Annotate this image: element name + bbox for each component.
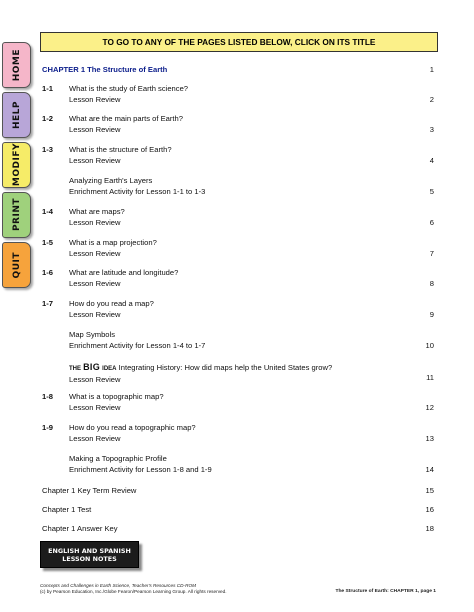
- entry-title: Map Symbols: [69, 330, 116, 339]
- page-number: 8: [429, 278, 434, 288]
- entry-title: What is a map projection?: [69, 238, 157, 247]
- footer-source: Concepts and Challenges in Earth Science, Teacher's Resources CD-ROM: [40, 583, 197, 588]
- page-number: 15: [425, 486, 434, 495]
- entry-subtitle: Lesson Review: [69, 217, 121, 227]
- lesson-number: 1-2: [42, 114, 53, 123]
- tab-help[interactable]: [2, 92, 31, 138]
- footer-rights: (c) by Pearson Education, Inc./Globe Fearon/Pearson Learning Group. All rights reserved.: [40, 589, 227, 595]
- entry-title: Making a Topographic Profile: [69, 454, 167, 463]
- entry-title: Integrating History: How did maps help the United States grow?: [118, 363, 333, 372]
- page-number: 12: [425, 402, 434, 412]
- lesson-number: 1-8: [42, 392, 53, 401]
- entry-title: Analyzing Earth's Layers: [69, 176, 153, 185]
- entry-title: What are the main parts of Earth?: [69, 114, 183, 123]
- tab-help-label: HELP: [11, 100, 22, 129]
- page-number: 2: [429, 94, 434, 104]
- entry-subtitle: Lesson Review: [69, 94, 121, 104]
- entry-subtitle: Enrichment Activity for Lesson 1-1 to 1-3: [69, 186, 206, 196]
- tab-modify[interactable]: [2, 142, 31, 188]
- lesson-number: 1-3: [42, 145, 53, 154]
- instruction-banner: TO GO TO ANY OF THE PAGES LISTED BELOW, CLICK ON ITS TITLE: [40, 32, 438, 52]
- page-number: 5: [429, 186, 434, 196]
- footer-page-label: The Structure of Earth: CHAPTER 1, page 1: [335, 589, 436, 594]
- entry-title: What are latitude and longitude?: [69, 268, 179, 277]
- lesson-number: 1-5: [42, 238, 53, 247]
- lesson-number: 1-7: [42, 299, 53, 308]
- tab-modify-label: MODIFY: [11, 143, 22, 187]
- page-number: 14: [425, 464, 434, 474]
- lesson-number: 1-1: [42, 84, 53, 93]
- tab-quit-label: QUIT: [11, 251, 22, 279]
- entry-subtitle: Enrichment Activity for Lesson 1-4 to 1-7: [69, 340, 206, 350]
- lesson-notes-line2: LESSON NOTES: [62, 554, 117, 563]
- page-number: 16: [425, 505, 434, 514]
- entry-subtitle: Lesson Review: [69, 402, 121, 412]
- entry-title: Chapter 1 Key Term Review: [42, 486, 137, 495]
- entry-subtitle: Lesson Review: [69, 155, 121, 165]
- footer-copyright: [40, 583, 227, 595]
- page-number: 13: [425, 433, 434, 443]
- page-number: 6: [429, 217, 434, 227]
- entry-title: What is a topographic map?: [69, 392, 164, 401]
- entry-title: Chapter 1 Test: [42, 505, 92, 514]
- page-number: 1: [429, 65, 434, 74]
- lesson-number: 1-9: [42, 423, 53, 432]
- entry-title: How do you read a topographic map?: [69, 423, 196, 432]
- tab-quit[interactable]: [2, 242, 31, 288]
- entry-subtitle: Lesson Review: [69, 309, 121, 319]
- entry-subtitle: Lesson Review: [69, 124, 121, 134]
- entry-title: Chapter 1 Answer Key: [42, 524, 118, 533]
- entry-subtitle: Enrichment Activity for Lesson 1-8 and 1-9: [69, 464, 212, 474]
- lesson-number: 1-4: [42, 207, 53, 216]
- entry-title: What is the structure of Earth?: [69, 145, 172, 154]
- tab-print[interactable]: [2, 192, 31, 238]
- entry-subtitle: Lesson Review: [69, 248, 121, 258]
- tab-print-label: PRINT: [11, 198, 22, 232]
- page-number: 11: [426, 372, 434, 382]
- page-number: 3: [429, 124, 434, 134]
- page-number: 7: [429, 248, 434, 258]
- page-number: 10: [425, 340, 434, 350]
- entry-subtitle: Lesson Review: [69, 278, 121, 288]
- tab-home[interactable]: [2, 42, 31, 88]
- entry-title: How do you read a map?: [69, 299, 154, 308]
- entry-title: What are maps?: [69, 207, 125, 216]
- page-number: 9: [429, 309, 434, 319]
- entry-subtitle: Lesson Review: [69, 433, 121, 443]
- entry-subtitle: Lesson Review: [69, 374, 121, 384]
- chapter-title: CHAPTER 1 The Structure of Earth: [42, 65, 168, 74]
- lesson-number: 1-6: [42, 268, 53, 277]
- lesson-notes-line1: ENGLISH AND SPANISH: [48, 546, 131, 555]
- entry-title: What is the study of Earth science?: [69, 84, 189, 93]
- page-number: 4: [429, 155, 434, 165]
- tab-home-label: HOME: [11, 48, 22, 82]
- page-number: 18: [425, 524, 434, 533]
- lesson-notes-button[interactable]: [40, 541, 139, 568]
- big-idea-logo: THE BIG IDEA: [69, 362, 117, 372]
